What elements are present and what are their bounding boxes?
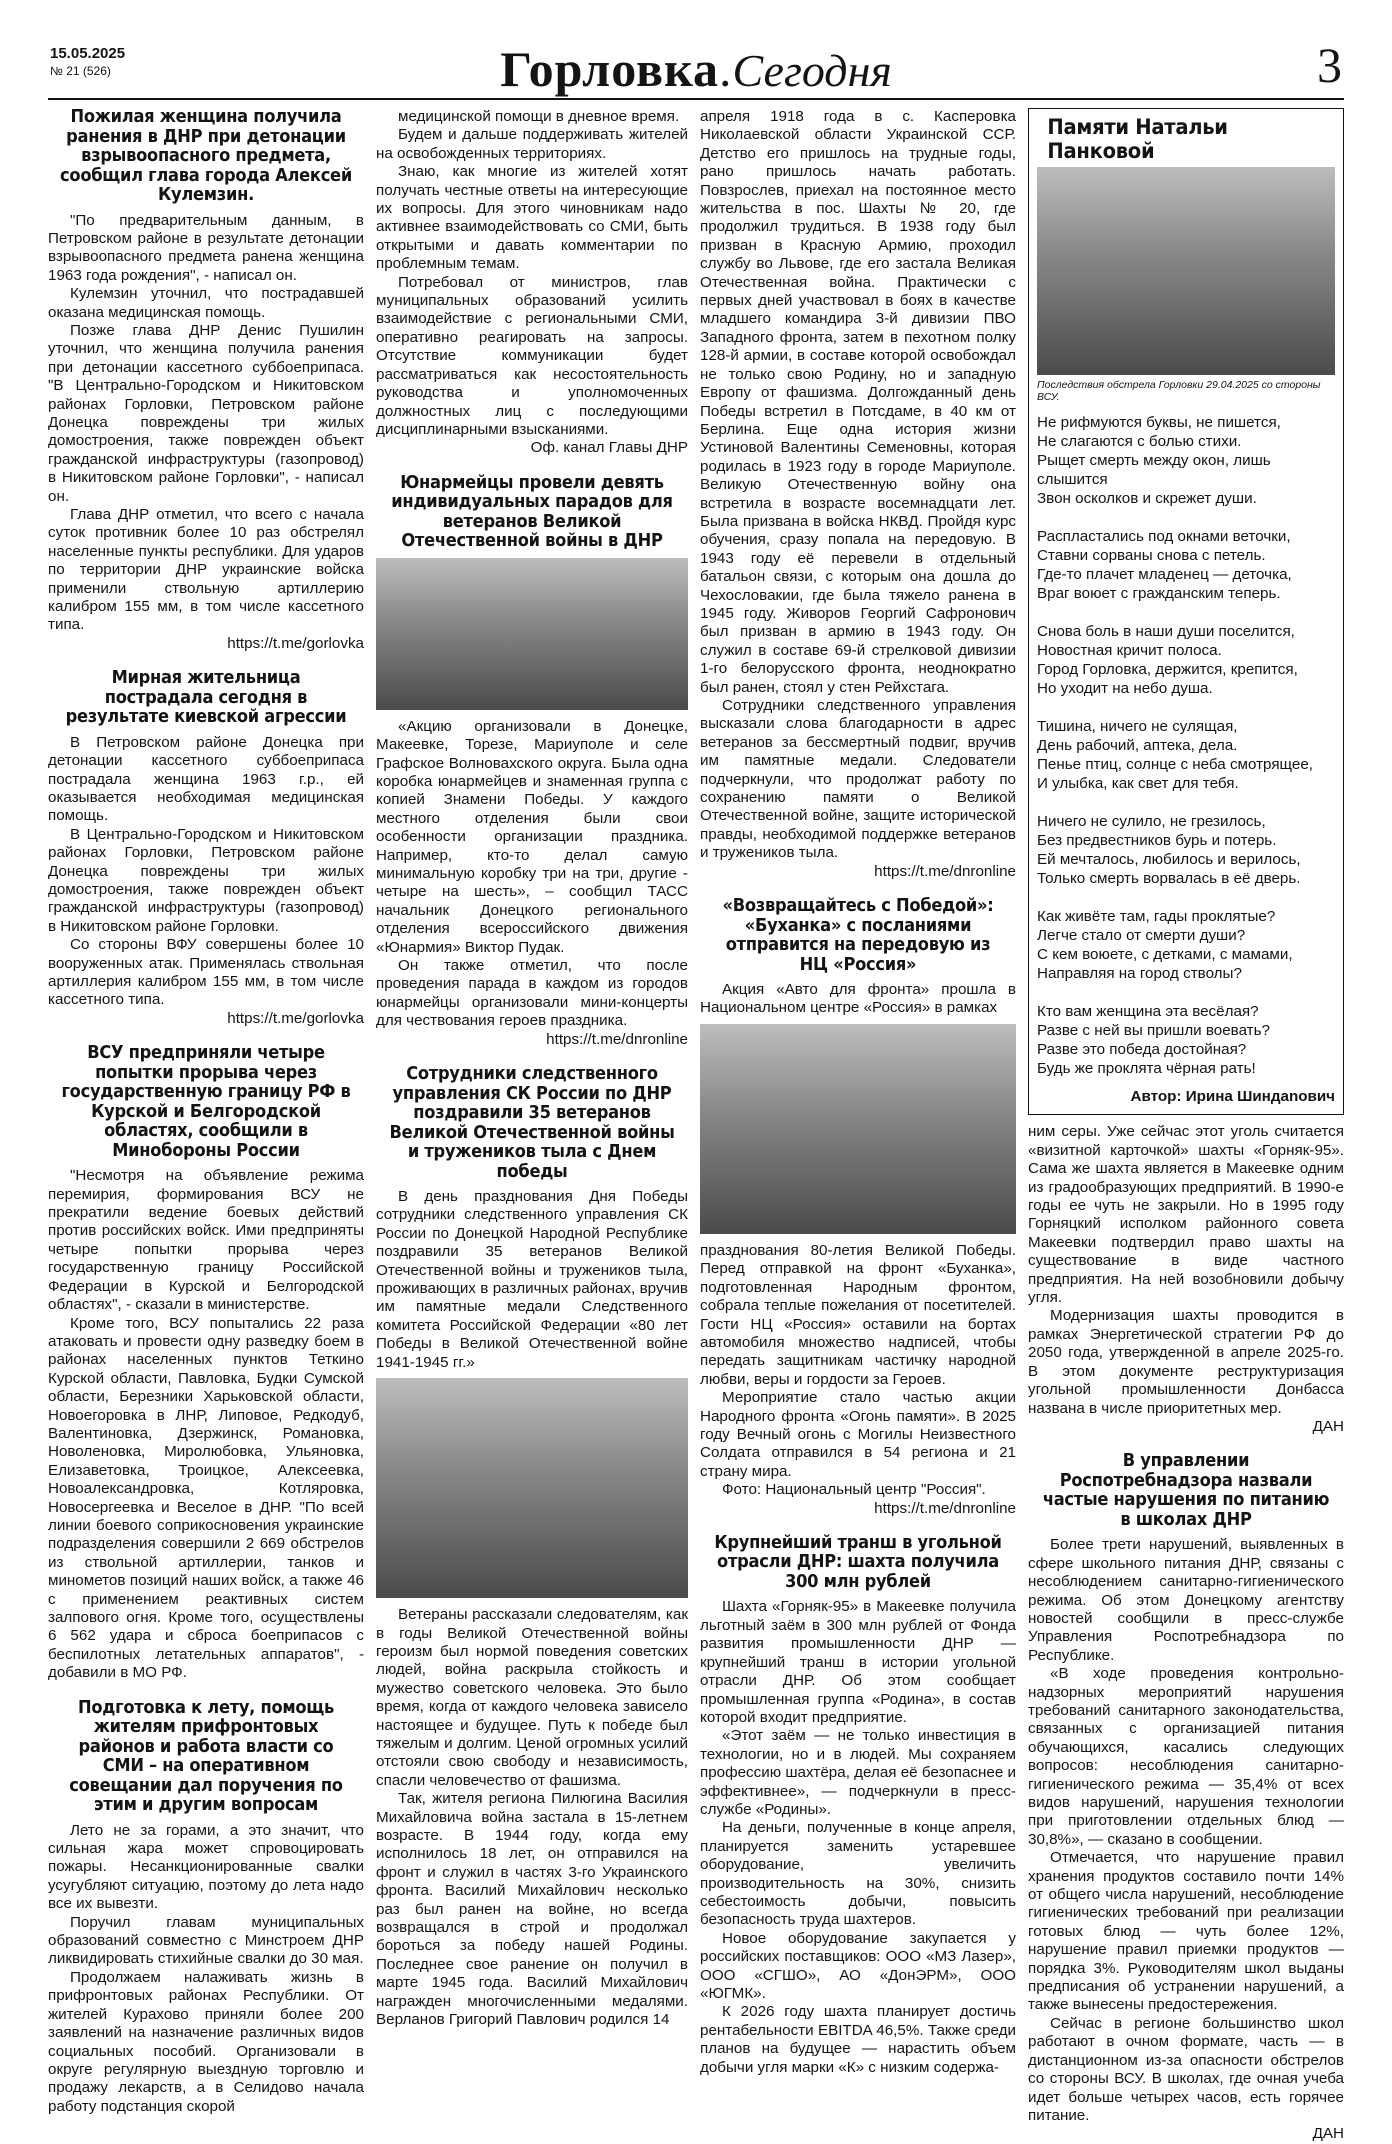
- poem-line: Новостная кричит полоса.: [1037, 642, 1222, 659]
- masthead-bold: Горловка: [500, 41, 720, 97]
- article-title: «Возвращайтесь с Победой»: «Буханка» с посланиями отправится на передовую из НЦ «Россия»: [722, 896, 994, 975]
- paragraph: Фото: Национальный центр "Россия".: [722, 1481, 986, 1499]
- paragraph: апреля 1918 года в с. Касперовка Николаевской области Украинской ССР. Детство его пришлось на трудные годы, рано пришлось начать работать. Повзрослев, приехал на постоянное место жительства в пос. Шахты № 20, где продолжил трудиться. В 1938 году был призван в Красную Армию, проходил службу во Львове, где его застала Великая Отечественная война. Практически с первых дней участвовал в боях в качестве младшего командира 3-й дивизии ПВО Западного фронта, затем в пехотном полку 128-й армии, в составе которой освобождал не только свою Родину, но и западную Европу от фашизма. Долгожданный день Победы встретил в Потсдаме, в 40 км от Берлина. Еще одна история жизни Устиновой Валентины Семеновны, которая родилась в 1923 году в городе Мариуполе. Великую Отечественную войну она встретила в возрасте восемнадцати лет. Была призвана в войска НКВД. Пройдя курс обучения, сразу попала на передовую. В 1943 году её перевели в отдельный батальон связи, с которым она дошла до Чехословакии, где была тяжело ранена в 1945 году. Живоров Георгий Сафронович был призван в армию в 1943 году. Он служил в составе 69-й стрелковой дивизии 1-го белорусского фронта, неоднократно был ранен, стоял у стен Рейхстага.: [700, 108, 1016, 696]
- masthead: [0, 40, 1392, 98]
- source-link[interactable]: https://t.me/dnronline: [546, 1030, 688, 1048]
- article-yunarmy-parades: [376, 474, 688, 1049]
- poem-stanza: [1037, 622, 1335, 698]
- article-summer-prep-continued: [376, 108, 688, 458]
- paragraph: В Петровском районе Донецка при детонации кассетного суббоеприпаса пострадала женщина 1963 г.р., ей оказывается необходимая медицинская помощь.: [48, 733, 364, 825]
- article-civilian-injured: [48, 669, 364, 1028]
- issue-date: 15.05.2025: [50, 45, 126, 62]
- poem-line: Не рифмуются буквы, не пишется,: [1037, 414, 1281, 431]
- poem-stanza: [1037, 717, 1335, 793]
- masthead-dot: .: [719, 41, 733, 97]
- paragraph: Мероприятие стало частью акции Народного фронта «Огонь памяти». В 2025 году Вечный огонь с Могилы Неизвестного Солдата отправился в 54 региона и 21 страну мира.: [700, 1389, 1016, 1480]
- poem-line: Город Горловка, держится, крепится,: [1037, 661, 1298, 678]
- paragraph: Позже глава ДНР Денис Пушилин уточнил, что женщина получила ранения при детонации кассетного суббоеприпаса. "В Центрально-Городском и Никитовском районах Горловки, Петровском районе Донецка повреждены три жилых домостроения, также поврежден объект гражданской инфраструктуры (газопровод) в Никитовском районе Горловки", - написал он.: [48, 321, 364, 505]
- article-title: Сотрудники следственного управления СК России по ДНР поздравили 35 ветеранов Великой Отечественной войны и тружеников тыла с Днем победы: [389, 1064, 675, 1182]
- poem-line: Без предвестников бурь и потерь.: [1037, 832, 1277, 849]
- paragraph: Шахта «Горняк-95» в Макеевке получила льготный заём в 300 млн рублей от Фонда развития промышленности ДНР — крупнейший транш в истории угольной отрасли ДНР. Об этом сообщает промышленная группа «Родина», в состав которой входит предприятие.: [700, 1598, 1016, 1726]
- paragraph: Лето не за горами, а это значит, что сильная жара может спровоцировать пожары. Несанкционированные свалки усугубляют ситуацию, поэтому до лета надо все их вывезти.: [48, 1821, 364, 1913]
- masthead-italic: Сегодня: [732, 45, 892, 96]
- paragraph: Поручил главам муниципальных образований совместно с Минстроем ДНР ликвидировать стихийные свалки до 30 мая.: [48, 1913, 364, 1968]
- paragraph: «В ходе проведения контрольно-надзорных мероприятий нарушения требований санитарного законодательства, связанных с организацией питания обучающихся, касались следующих вопросов: несоблюдения санитарно-гигиенического режима — 35,4% от всех видов нарушений, нарушения технологии при приготовлении отдельных блюд — 30,8%», — сказано в сообщении.: [1028, 1665, 1344, 1848]
- article-title: В управлении Роспотребнадзора назвали частые нарушения по питанию в школах ДНР: [1042, 1451, 1330, 1530]
- poem-line: Легче стало от смерти души?: [1037, 927, 1246, 944]
- paragraph: Со стороны ВФУ совершены более 10 вооруженных атак. Применялась ствольная артиллерия калибром 155 мм, в том числе кассетного типа.: [48, 936, 364, 1009]
- poem-line: Снова боль в наши души поселится,: [1037, 623, 1295, 640]
- issue-number: № 21 (526): [50, 64, 111, 78]
- veterans-photo: [376, 1378, 688, 1598]
- poem-stanza: [1037, 413, 1335, 508]
- paragraph: "По предварительным данным, в Петровском районе в результате детонации взрывоопасного предмета ранена женщина 1963 года рождения", - написал он.: [48, 211, 364, 284]
- poem-line: Враг воюет с гражданским теперь.: [1037, 585, 1281, 602]
- column-2: [376, 108, 688, 2029]
- poem-line: Не слагаются с болью стихи.: [1037, 433, 1242, 450]
- poem-line: Разве это победа достойная?: [1037, 1041, 1247, 1058]
- poem-line: Разве с ней вы пришли воевать?: [1037, 1022, 1271, 1039]
- paragraph: Глава ДНР отметил, что всего с начала суток противник более 10 раз обстрелял населенные пункты республики. Для ударов по территории ДНР украинские войска применили ствольную артиллерию калибром 155 мм, в том числе кассетного типа.: [48, 506, 364, 634]
- bukhanka-photo: [700, 1024, 1016, 1234]
- paragraph: Кроме того, ВСУ попытались 22 раза атаковать и провести одну разведку боем в районах населенных пунктов Теткино Курской области, Павловка, Будки Сумской области, Березники Харьковской области, Новоегоровка в ЛНР, Липовое, Редкодуб, Валентиновка, Дзержинск, Романовка, Новоленовка, Миролюбовка, Ульяновка, Елизаветовка, Троицкое, Алексеевка, Новоалександровка, Котляровка, Новосергеевка и Веселое в ДНР. "По всей линии боевого соприкосновения украинские подразделения совершили 2 669 обстрелов из ствольной артиллерии, танков и минометов позиций наших войск, а также 46 с применением реактивных систем залпового огня. Кроме того, осуществлены 6 562 удара и сброса боеприпасов с беспилотных летательных аппаратов", - добавили в МО РФ.: [48, 1314, 364, 1682]
- article-school-nutrition: [1028, 1452, 1344, 2143]
- poem-line: Ничего не сулило, не грезилось,: [1037, 813, 1266, 830]
- article-title: Юнармейцы провели девять индивидуальных парадов для ветеранов Великой Отечественной войны в ДНР: [391, 472, 673, 552]
- poem-line: Но уходит на небо душа.: [1037, 680, 1213, 697]
- article-signature: ДАН: [1312, 1417, 1344, 1435]
- poem-stanza: [1037, 527, 1335, 603]
- paragraph: Сотрудники следственного управления высказали слова благодарности в адрес ветеранов за бессмертный подвиг, вручив им памятные медали. Следователи подчеркнули, что продолжат работу по сохранению памяти о Великой Отечественной войне, защите исторической правды, необходимой поддержке ветеранов и тружеников тыла.: [700, 697, 1016, 862]
- column-3: [700, 108, 1016, 2076]
- column-1: [48, 107, 364, 2115]
- paragraph: Кулемзин уточнил, что пострадавшей оказана медицинская помощь.: [48, 285, 364, 321]
- poem-line: Звон осколков и скрежет души.: [1037, 490, 1257, 507]
- paragraph: «Этот заём — не только инвестиция в технологии, но и в людей. Мы сохраняем профессию шахтёра, делая её безопаснее и эффективнее», — подчеркнули в пресс-службе «Родины».: [700, 1727, 1016, 1818]
- paragraph: Новое оборудование закупается у российских поставщиков: ООО «МЗ Лазер», ООО «СГШО», АО «ДонЭРМ», ООО «ЮГМК».: [700, 1929, 1016, 2002]
- paragraph: Акция «Авто для фронта» прошла в Национальном центре «Россия» в рамках: [700, 981, 1016, 1017]
- paragraph: Отмечается, что нарушение правил хранения продуктов составило почти 14% от общего числа нарушений, несоблюдение гигиенических требований при реализации готовых блюд — чуть более 12%, нарушение правил приемки продуктов — порядка 3%. Руководителям школ выданы предписания об устранении нарушений, а также вынесены предостережения.: [1028, 1849, 1344, 2014]
- poem-line: Кто вам женщина эта весёлая?: [1037, 1003, 1259, 1020]
- source-credit: Оф. канал Главы ДНР: [530, 439, 688, 457]
- poem-stanza: [1037, 1002, 1335, 1078]
- paragraph: медицинской помощи в дневное время.: [398, 108, 680, 125]
- poem-author: Автор: Ирина Шиндanович: [1130, 1088, 1335, 1105]
- paragraph: Сейчас в регионе большинство школ работают в очном формате, часть — в дистанционном из-за опасности обстрелов со стороны ВСУ. В школах, где очная учеба идет больше четырех часов, есть горячее питание.: [1028, 2014, 1344, 2124]
- poem-stanza: [1037, 907, 1335, 983]
- source-link[interactable]: https://t.me/gorlovka: [227, 1009, 364, 1027]
- poem-line: Где-то плачет младенец — деточка,: [1037, 566, 1292, 583]
- paragraph: Так, жителя региона Пилюгина Василия Михайловича война застала в 15-летнем возрасте. В 1944 году, когда ему исполнилось 18 лет, он отправился на фронт и служил в частях 3-го Украинского фронта. Василий Михайлович несколько раз был ранен на войне, но всегда возвращался в строй и продолжал бороться за победу нашей Родины. Последнее свое ранение он получил в марте 1945 года. Василий Михайлович награжден многочисленными медалями. Верланов Григорий Павлович родился 14: [376, 1790, 688, 2029]
- article-coal-continued: [1028, 1123, 1344, 1436]
- poem-line: С кем воюете, с детками, с мамами,: [1037, 946, 1293, 963]
- poem-line: Направляя на город стволы?: [1037, 965, 1242, 982]
- article-bukhanka: [700, 897, 1016, 1518]
- parade-photo: [376, 558, 688, 710]
- paragraph: Потребовал от министров, глав муниципальных образований усилить взаимодействие с региональными СМИ, оперативно реагировать на запросы. Отсутствие коммуникации будет рассматриваться как несостоятельность руководства и уполномоченных должностных лиц с последующими дисциплинарными взысканиями.: [376, 273, 688, 438]
- source-link[interactable]: https://t.me/gorlovka: [227, 634, 364, 652]
- article-title: Крупнейший транш в угольной отрасли ДНР: шахта получила 300 млн рублей: [714, 1532, 1002, 1592]
- poem-stanza: [1037, 812, 1335, 888]
- poem-line: День рабочий, аптека, дела.: [1037, 737, 1238, 754]
- article-summer-prep: [48, 1699, 364, 2117]
- paragraph: Будем и дальше поддерживать жителей на освобожденных территориях.: [376, 126, 688, 162]
- article-investigators-continued: [700, 108, 1016, 881]
- article-signature: ДАН: [1312, 2125, 1344, 2143]
- photo-caption: Последствия обстрела Горловки 29.04.2025 со стороны ВСУ.: [1037, 379, 1321, 403]
- poem-line: Распластались под окнами веточки,: [1037, 528, 1291, 545]
- poem-line: И улыбка, как свет для тебя.: [1037, 775, 1239, 792]
- paragraph: На деньги, полученные в конце апреля, планируется заменить устаревшее оборудование, увеличить производительность на 30%, снизить себестоимость добычи, повысить безопасность труда шахтеров.: [700, 1819, 1016, 1929]
- poem-line: Тишина, ничего не сулящая,: [1037, 718, 1238, 735]
- page-number: 3: [1317, 37, 1342, 93]
- paragraph: Модернизация шахты проводится в рамках Энергетической стратегии РФ до 2050 года, утвержденной в апреле 2025-го. В этом документе реструктуризация угольной промышленности Донбасса названа в числе приоритетных мер.: [1028, 1307, 1344, 1417]
- poem: [1037, 413, 1335, 1078]
- article-title: ВСУ предприняли четыре попытки прорыва через государственную границу РФ в Курской и Белгородской областях, сообщили в Минобороны России: [61, 1043, 351, 1161]
- article-border-breach: [48, 1044, 364, 1682]
- paragraph: К 2026 году шахта планирует достичь рентабельности EBITDA 46,5%. Также среди планов на будущее — нарастить объем добычи угля марки «К» с низким содержа-: [700, 2003, 1016, 2076]
- poem-line: Пенье птиц, солнце с неба смотрящее,: [1037, 756, 1313, 773]
- paragraph: ним серы. Уже сейчас этот уголь считается «визитной карточкой» шахты «Горняк-95». Сама же шахта является в Макеевке одним из градообразующих предприятий. В 1990-е годы ее чуть не закрыли. Но в 1995 году Горняцкий исполком районного совета Макеевки подтвердил право шахты на существование в виде частного предприятия. На ней возобновили добычу угля.: [1028, 1123, 1344, 1307]
- paragraph: Ветераны рассказали следователям, как в годы Великой Отечественной войны героизм был нормой поведения советских людей, война раскрыла стойкость и мужество советского человека. Это было время, когда от каждого человека зависело настоящее и будущее. Путь к победе был тяжелым и долгим. Ценой огромных усилий отстояли свою свободу и независимость, спасли человечество от фашизма.: [376, 1606, 688, 1789]
- poem-line: Как живёте там, гады проклятые?: [1037, 908, 1276, 925]
- column-4: [1028, 108, 1344, 2143]
- paragraph: «Акцию организовали в Донецке, Макеевке, Торезе, Мариуполе и селе Графское Волновахского округа. Была одна коробка юнармейцев и знаменная группа с копией Знамени Победы. У каждого местного отделения были свои особенности организации праздника. Например, кто-то делал самую минимальную коробку три на три, другие - четыре на шесть», – сообщил ТАСС начальник Донецкого регионального отделения всероссийского движения «Юнармия» Виктор Пудак.: [376, 717, 688, 956]
- source-link[interactable]: https://t.me/dnronline: [874, 1499, 1016, 1517]
- paragraph: "Несмотря на объявление режима перемирия, формирования ВСУ не прекратили ведение боевых действий против российских войск. Ими предприняты четыре попытки прорыва через государственную границу Российской Федерации в Курской и Белгородской областях", - сказали в министерстве.: [48, 1167, 364, 1314]
- poem-title: Памяти Натальи Панковой: [1047, 115, 1228, 163]
- paragraph: Более трети нарушений, выявленных в сфере школьного питания ДНР, связаны с несоблюдением санитарно-гигиенического режима. Об этом Донецкому агентству новостей сообщили в пресс-службе Управления Роспотребнадзора по Республике.: [1028, 1536, 1344, 1664]
- poem-box: [1028, 108, 1344, 1115]
- poem-line: Ей мечталось, любилось и верилось,: [1037, 851, 1301, 868]
- article-title: Мирная жительница пострадала сегодня в результате киевской агрессии: [65, 668, 347, 728]
- article-investigators-veterans: [376, 1065, 688, 2029]
- paragraph: Он также отметил, что после проведения парада в каждом из городов юнармейцы организовали мини-концерты для чествования героев праздника.: [376, 957, 688, 1030]
- article-title: Подготовка к лету, помощь жителям прифронтовых районов и работа власти со СМИ – на оперативном совещании дал поручения по этим и другим вопросам: [69, 1697, 343, 1816]
- paragraph: Знаю, как многие из жителей хотят получать честные ответы на интересующие их вопросы. Для этого чиновникам надо активнее взаимодействовать со СМИ, быть открытыми и давать комментарии по проблемным темам.: [376, 163, 688, 273]
- paragraph: празднования 80-летия Великой Победы. Перед отправкой на фронт «Буханка», подготовленная Народным фронтом, собрала теплые пожелания от посетителей. Гости НЦ «Россия» оставили на бортах автомобиля множество надписей, чтобы передать защитникам частичку народной любви, веры и гордости за Героев.: [700, 1241, 1016, 1388]
- poem-line: Только смерть ворвалась в её дверь.: [1037, 870, 1301, 887]
- paragraph: Продолжаем налаживать жизнь в прифронтовых районах Республики. От жителей Курахово приняли более 200 заявлений на назначение различных видов социальных пособий. Организовали в округе регулярную выездную торговлю и продажу лекарств, а в Селидово начала работу подстанция скорой: [48, 1968, 364, 2115]
- poem-line: Будь же проклята чёрная рать!: [1037, 1060, 1256, 1077]
- article-coal-tranche: [700, 1534, 1016, 2077]
- article-title: Пожилая женщина получила ранения в ДНР при детонации взрывоопасного предмета, сообщил глава города Алексей Кулемзин.: [60, 107, 352, 205]
- paragraph: В день празднования Дня Победы сотрудники следственного управления СК России по Донецкой Народной Республике поздравили 35 ветеранов Великой Отечественной войны и тружеников тыла, проживающих в различных районах, вручив им памятные медали Следственного комитета Российской Федерации «80 лет Победы в Великой Отечественной войне 1941-1945 гг.»: [376, 1188, 688, 1371]
- paragraph: В Центрально-Городском и Никитовском районах Горловки, Петровском районе Донецка повреждены три жилых домостроения, также поврежден объект гражданской инфраструктуры (газопровод) в Никитовском районе Горловки.: [48, 825, 364, 935]
- source-link[interactable]: https://t.me/dnronline: [874, 862, 1016, 880]
- header-rule: [48, 98, 1344, 100]
- article-injured-woman: [48, 108, 364, 653]
- shelling-photo: [1037, 167, 1335, 375]
- poem-line: Ставни сорваны снова с петель.: [1037, 547, 1266, 564]
- poem-line: Рыщет смерть между окон, лишь слышится: [1037, 452, 1271, 488]
